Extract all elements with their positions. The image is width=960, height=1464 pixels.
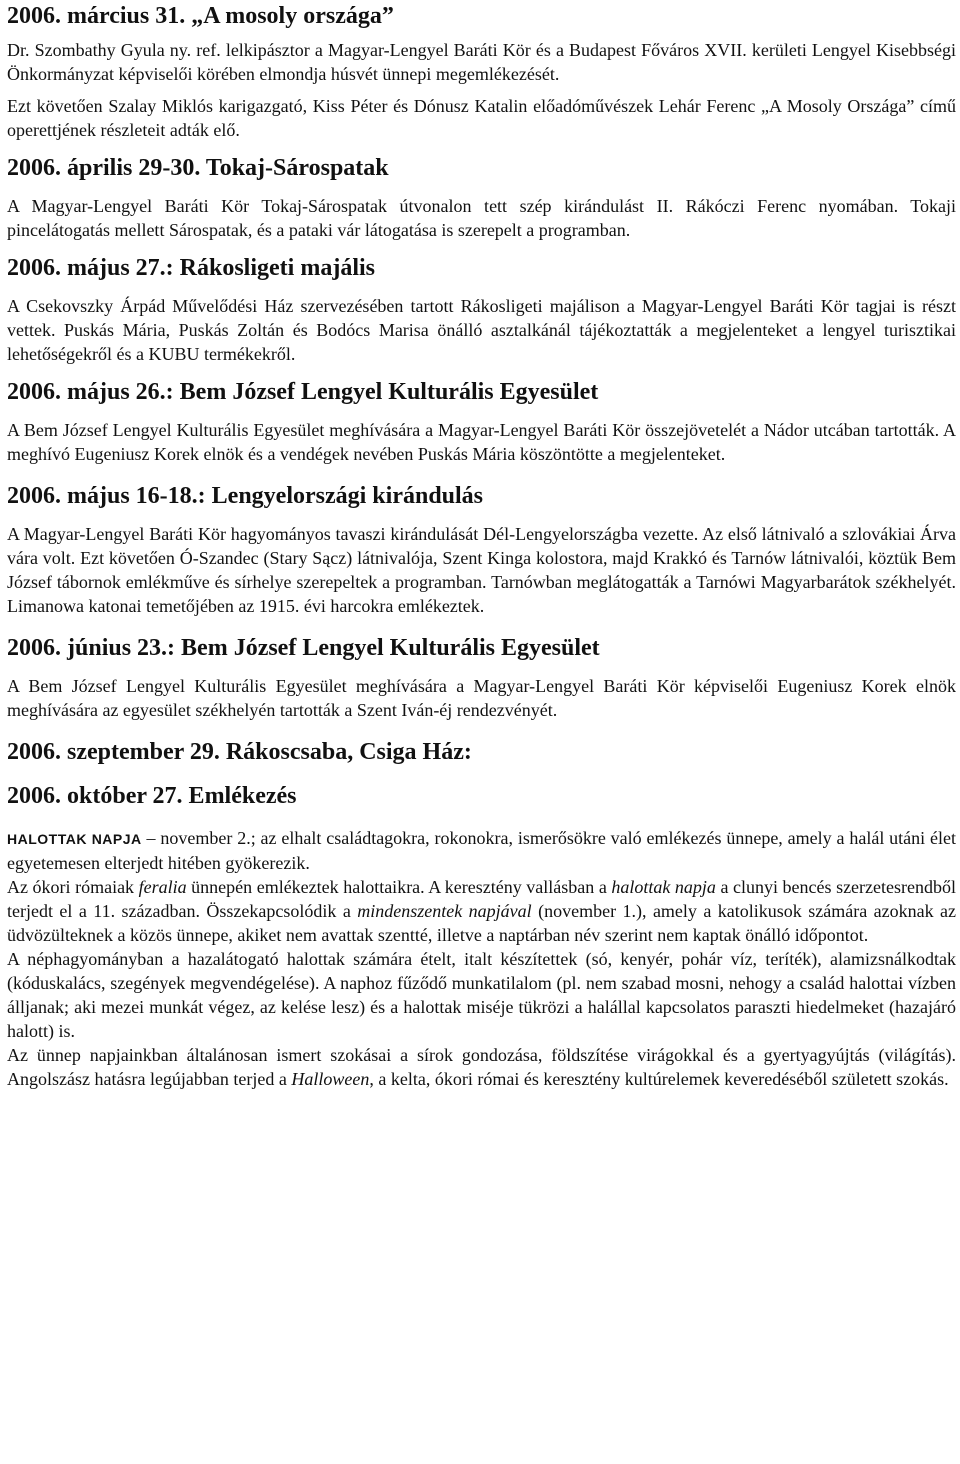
paragraph-modern-customs: [7, 1043, 956, 1091]
paragraph-majalis: A Csekovszky Árpád Művelődési Ház szervezésében tartott Rákosligeti majálison a Magyar-Lengyel Baráti Kör tagjai is részt vettek. Puskás Mária, Puskás Zoltán és Bodócs Marisa önálló asztalkánál tájékoztatták a megjelenteket a lengyel turisztikai lehetőségekről és a KUBU termékekről.: [7, 296, 956, 364]
paragraph-folk-tradition: A néphagyományban a hazalátogató halottak számára ételt, italt készítettek (só, kenyér, pohár víz, teríték), alamizsnálkodtak (kóduskalács, szegények megvendégelése). A naphoz fűződő munkatilalom (pl. nem szabad mosni, nehogy a család halottai vízben álljanak; aki mezei munkát végez, az kelése lesz) és a halottak miséje tükrözi a halállal kapcsolatos paraszti hiedelmeket (hazajáró halott) is.: [7, 949, 956, 1041]
text-feralia: feralia: [138, 877, 187, 897]
section-heading-bem-june: 2006. június 23.: Bem József Lengyel Kulturális Egyesület: [7, 635, 600, 661]
text-mindenszentek: mindenszentek napjával: [357, 901, 532, 921]
section-heading-csiga-haz: 2006. szeptember 29. Rákoscsaba, Csiga Ház:: [7, 739, 472, 765]
section-heading-emlekezes: 2006. október 27. Emlékezés: [7, 783, 297, 809]
paragraph-halottak-napja-intro: [7, 826, 956, 875]
paragraph-bem-may: A Bem József Lengyel Kulturális Egyesület meghívására a Magyar-Lengyel Baráti Kör összejövetelét a Nádor utcában tartották. A meghívó Eugeniusz Korek elnök és a vendégek nevében Puskás Mária köszöntötte a megjelenteket.: [7, 420, 956, 464]
halottak-napja-lead: – november 2.; az elhalt családtagokra, rokonokra, ismerősökre való emlékezés ünnepe, amely a halál utáni élet egyetemesen elterjedt hitében gyökerezik.: [7, 828, 956, 873]
paragraph-poland-trip: A Magyar-Lengyel Baráti Kör hagyományos tavaszi kirándulását Dél-Lengyelországba vezette. Az első látnivaló a szlovákiai Árva vára volt. Ezt követően Ó-Szandec (Stary Sącz) látnivalója, Szent Kinga kolostora, majd Krakkó és Tarnów látnivalói, köztük Bem József tábornok emlékműve és sírhelye szerepeltek a programban. Tarnówban meglátogatták a Tarnówi Magyarbarátok székhelyét. Limanowa katonai temetőjében az 1915. évi harcokra emlékeztek.: [7, 524, 956, 616]
paragraph-tokaj-trip: A Magyar-Lengyel Baráti Kör Tokaj-Sárospatak útvonalon tett szép kirándulást II. Rákóczi Ferenc nyomában. Tokaji pincelátogatás mellett Sárospatak, és a pataki vár látogatása is szerepelt a programban.: [7, 196, 956, 240]
section-heading-tokaj-sarospatak: 2006. április 29-30. Tokaj-Sárospatak: [7, 155, 389, 181]
section-heading-poland-trip: 2006. május 16-18.: Lengyelországi kirándulás: [7, 483, 484, 509]
paragraph-roman-feralia: [7, 875, 956, 947]
section-heading-majalis: 2006. május 27.: Rákosligeti majális: [7, 255, 375, 281]
section-heading-march-31: 2006. március 31. „A mosoly országa”: [7, 3, 394, 29]
paragraph-operetta: Ezt követően Szalay Miklós karigazgató, Kiss Péter és Dónusz Katalin előadóművészek Lehár Ferenc „A Mosoly Országa” című operettjének részleteit adták elő.: [7, 96, 956, 140]
text-run: , a kelta, ókori római és keresztény kultúrelemek keveredéséből született szokás.: [369, 1069, 949, 1089]
text-run: (november 1.), amely a katolikusok számára azoknak az üdvözülteknek a közös ünnepe, akiket nem avattak szentté, illetve a naptárban név szerint nem kaptak önálló időpontot.: [7, 901, 956, 945]
text-run: ünnepén emlékeztek halottaikra. A keresztény vallásban a: [186, 877, 612, 897]
text-halottak-napja: halottak napja: [611, 877, 716, 897]
text-run: Az ókori rómaiak: [7, 877, 139, 897]
section-heading-bem-may: 2006. május 26.: Bem József Lengyel Kulturális Egyesület: [7, 379, 599, 405]
text-run: Az ünnep napjainkban általánosan ismert szokásai a sírok gondozása, földszítése virágokkal és a gyertyagyújtás (világítás). Angolszász hatásra legújabban terjed a: [7, 1045, 956, 1089]
paragraph-easter-commemoration: Dr. Szombathy Gyula ny. ref. lelkipásztor a Magyar-Lengyel Baráti Kör és a Budapest Főváros XVII. kerületi Lengyel Kisebbségi Önkormányzat képviselői körében elmondja húsvét ünnepi megemlékezését.: [7, 40, 956, 84]
halottak-napja-label: HALOTTAK NAPJA: [7, 831, 142, 847]
paragraph-bem-june: A Bem József Lengyel Kulturális Egyesület meghívására a Magyar-Lengyel Baráti Kör képviselői Eugeniusz Korek elnök meghívására az egyesület székhelyén tartották a Szent Iván-éj rendezvényét.: [7, 676, 956, 720]
text-halloween: Halloween: [291, 1069, 370, 1089]
text-run: a clunyi bencés szerzetesrendből terjedt el a 11. században. Összekapcsolódik a: [7, 877, 956, 921]
